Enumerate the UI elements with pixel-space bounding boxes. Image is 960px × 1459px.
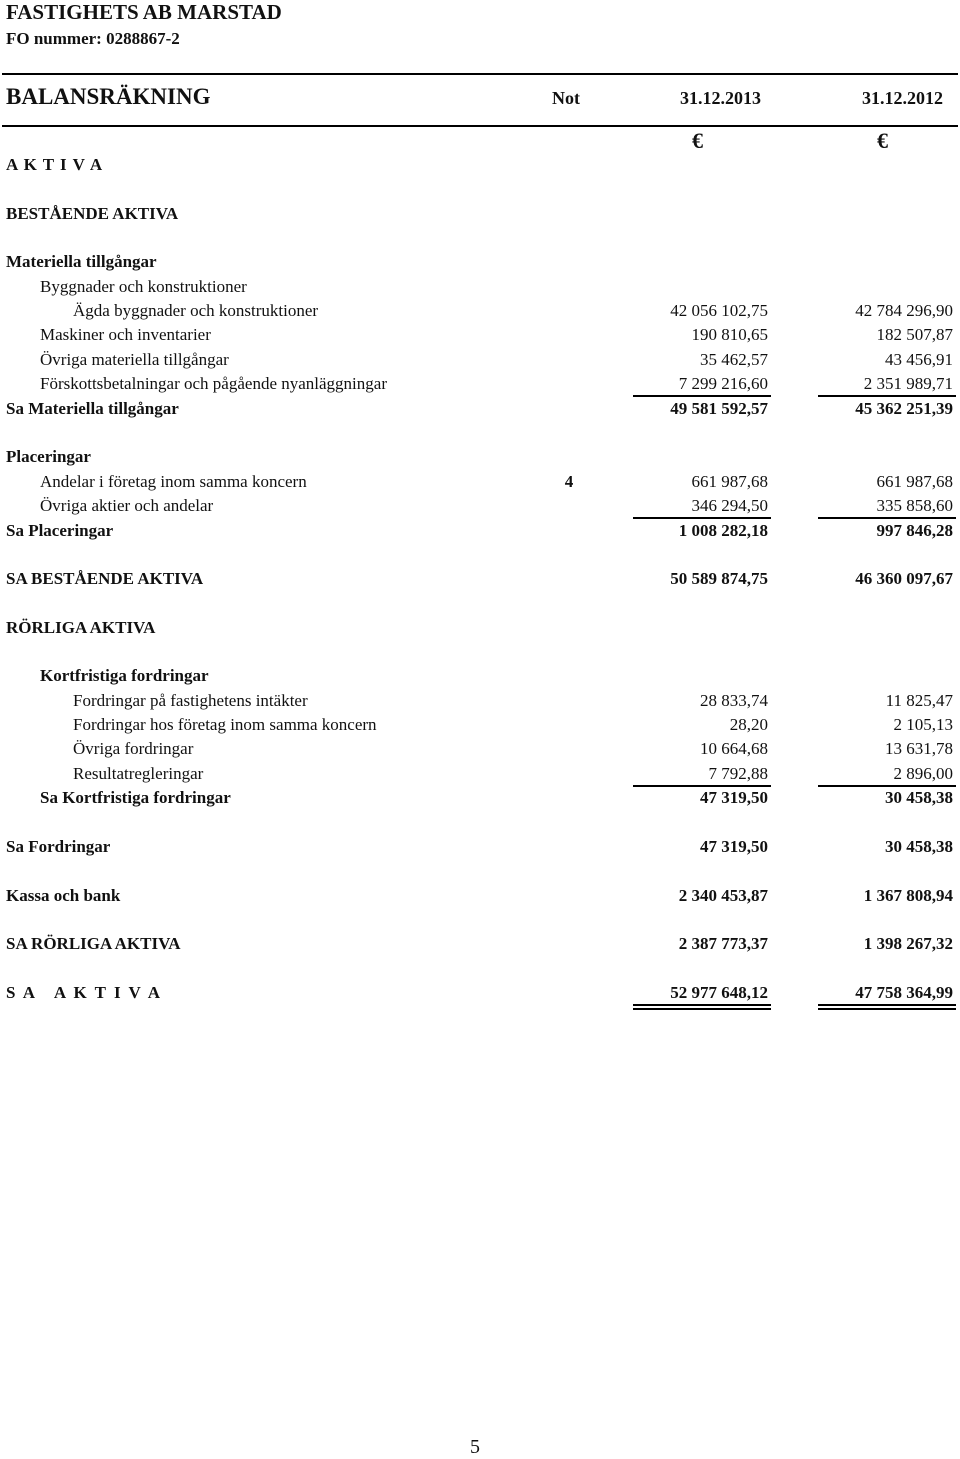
double-rule-bottom	[633, 1008, 771, 1010]
value-2012: 42 784 296,90	[855, 301, 953, 320]
value-2013: 346 294,50	[691, 496, 768, 515]
section-bestaende	[0, 202, 960, 226]
section-rorliga	[0, 616, 960, 640]
subtotal-row	[0, 786, 960, 810]
table-row	[0, 762, 960, 786]
section-label: RÖRLIGA AKTIVA	[6, 618, 156, 637]
value-2013: 190 810,65	[691, 325, 768, 344]
table-row	[0, 689, 960, 713]
table-row	[0, 737, 960, 761]
table-row	[0, 323, 960, 347]
row-label: Sa Fordringar	[6, 837, 111, 856]
row-label: Sa Placeringar	[6, 521, 114, 540]
table-row	[0, 494, 960, 518]
total-row	[0, 884, 960, 908]
value-2013: 47 319,50	[700, 788, 768, 807]
org-number: FO nummer: 0288867-2	[6, 29, 180, 48]
subtotal-row	[0, 519, 960, 543]
total-row	[0, 932, 960, 956]
currency-symbol-2013: €	[692, 128, 703, 153]
row-label: SA BESTÅENDE AKTIVA	[6, 569, 204, 588]
row-label: Andelar i företag inom samma koncern	[40, 472, 307, 491]
value-2012: 1 367 808,94	[863, 886, 953, 905]
subgroup-byggnader	[0, 275, 960, 299]
value-2012: 2 105,13	[893, 715, 953, 734]
value-2012: 182 507,87	[876, 325, 953, 344]
row-label: Sa Materiella tillgångar	[6, 399, 179, 418]
value-2013: 35 462,57	[700, 350, 768, 369]
value-2012: 11 825,47	[885, 691, 953, 710]
group-materiella	[0, 250, 960, 274]
value-2012: 2 896,00	[893, 764, 953, 783]
value-2012: 335 858,60	[876, 496, 953, 515]
year-2012-header: 31.12.2012	[862, 88, 943, 108]
value-2012: 45 362 251,39	[855, 399, 953, 418]
balance-sheet-title: BALANSRÄKNING	[6, 84, 211, 109]
value-2013: 28 833,74	[700, 691, 768, 710]
value-2012: 13 631,78	[885, 739, 953, 758]
row-label: Ägda byggnader och konstruktioner	[73, 301, 319, 320]
subgroup-label: Byggnader och konstruktioner	[40, 277, 247, 296]
group-label: Kortfristiga fordringar	[40, 666, 209, 685]
value-2013: 49 581 592,57	[670, 399, 768, 418]
value-2013: 7 792,88	[708, 764, 768, 783]
row-label: Sa Kortfristiga fordringar	[40, 788, 231, 807]
value-2013: 47 319,50	[700, 837, 768, 856]
row-label: Förskottsbetalningar och pågående nyanläggningar	[40, 374, 387, 393]
row-label: Maskiner och inventarier	[40, 325, 211, 344]
row-label: SA RÖRLIGA AKTIVA	[6, 934, 181, 953]
table-row	[0, 713, 960, 737]
header-rule	[2, 125, 958, 127]
double-rule-bottom	[818, 1008, 956, 1010]
value-2012: 30 458,38	[885, 788, 953, 807]
section-label: BESTÅENDE AKTIVA	[6, 204, 179, 223]
company-name: FASTIGHETS AB MARSTAD	[6, 0, 282, 24]
row-label: Övriga aktier och andelar	[40, 496, 214, 515]
row-label: Fordringar hos företag inom samma koncern	[73, 715, 377, 734]
section-label: A K T I V A	[6, 155, 104, 174]
subtotal-row	[0, 397, 960, 421]
value-2013: 10 664,68	[700, 739, 768, 758]
grand-total-row	[0, 981, 960, 1005]
value-2012: 43 456,91	[885, 350, 953, 369]
currency-symbol-2012: €	[877, 128, 888, 153]
row-label: S A A K T I V A	[6, 983, 163, 1002]
year-2013-header: 31.12.2013	[680, 88, 761, 108]
row-label: Fordringar på fastighetens intäkter	[73, 691, 308, 710]
value-2013: 1 008 282,18	[678, 521, 768, 540]
note-reference: 4	[564, 472, 574, 491]
value-2012: 30 458,38	[885, 837, 953, 856]
value-2012: 661 987,68	[876, 472, 953, 491]
group-kortfristiga	[0, 664, 960, 688]
table-row	[0, 470, 960, 494]
double-rule-top	[818, 1004, 956, 1006]
table-row	[0, 299, 960, 323]
total-row	[0, 835, 960, 859]
value-2013: 2 340 453,87	[678, 886, 768, 905]
table-row	[0, 372, 960, 396]
page-number: 5	[470, 1436, 480, 1458]
group-placeringar	[0, 445, 960, 469]
note-column-header: Not	[552, 88, 580, 108]
value-2012: 2 351 989,71	[863, 374, 953, 393]
row-label: Övriga fordringar	[73, 739, 194, 758]
section-aktiva	[0, 153, 960, 177]
value-2012: 997 846,28	[876, 521, 953, 540]
value-2013: 28,20	[729, 715, 768, 734]
value-2012: 47 758 364,99	[855, 983, 953, 1002]
table-row	[0, 348, 960, 372]
value-2013: 42 056 102,75	[670, 301, 768, 320]
value-2013: 50 589 874,75	[670, 569, 768, 588]
value-2013: 661 987,68	[691, 472, 768, 491]
double-rule-top	[633, 1004, 771, 1006]
row-label: Kassa och bank	[6, 886, 121, 905]
total-row	[0, 567, 960, 591]
value-2013: 2 387 773,37	[678, 934, 768, 953]
group-label: Materiella tillgångar	[6, 252, 157, 271]
group-label: Placeringar	[6, 447, 91, 466]
value-2013: 7 299 216,60	[678, 374, 768, 393]
value-2013: 52 977 648,12	[670, 983, 768, 1002]
row-label: Övriga materiella tillgångar	[40, 350, 229, 369]
top-rule	[2, 73, 958, 75]
row-label: Resultatregleringar	[73, 764, 204, 783]
value-2012: 46 360 097,67	[855, 569, 953, 588]
value-2012: 1 398 267,32	[863, 934, 953, 953]
